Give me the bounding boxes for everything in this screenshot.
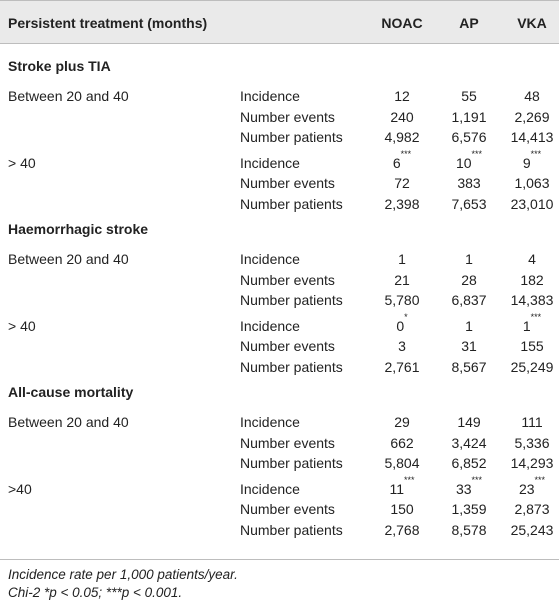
cell-ap-value: 6,837 [451, 292, 487, 308]
cell-ap-value: 31 [461, 338, 477, 354]
metric-label: Incidence [240, 317, 300, 334]
cell-vka-value: 5,336 [514, 434, 550, 451]
cell-noac [367, 148, 437, 171]
cell-ap [434, 414, 504, 430]
cell-vka-value: 4 [528, 251, 536, 267]
metric-label: Number events [240, 175, 335, 191]
cell-vka [497, 109, 559, 125]
cell-vka-value: 23 [518, 480, 535, 497]
cell-noac [367, 455, 437, 471]
cell-vka [497, 414, 559, 430]
cell-noac-value: 4,982 [384, 129, 420, 145]
metric-label: Number events [240, 434, 335, 451]
cell-vka-value: 14,413 [510, 129, 554, 145]
cell-ap-significance: *** [471, 474, 483, 485]
cell-vka-value: 23,010 [510, 195, 554, 212]
cell-noac-significance: *** [404, 474, 415, 485]
cell-vka-significance: *** [530, 148, 542, 159]
cell-vka-value: 25,243 [510, 521, 554, 538]
metric-label: Incidence [240, 88, 300, 104]
header-vka: VKA [517, 15, 547, 31]
cell-ap [434, 88, 504, 104]
cell-noac [367, 129, 437, 145]
cell-noac-value: 662 [390, 434, 414, 451]
header-treatment: Persistent treatment (months) [8, 15, 208, 31]
cell-noac-value: 5,780 [384, 292, 420, 308]
cell-vka [497, 272, 559, 288]
metric-label: Number patients [240, 358, 343, 375]
cell-vka [497, 129, 559, 145]
metric-label: Number events [240, 338, 335, 354]
cell-noac [367, 88, 437, 104]
cell-noac [367, 196, 437, 212]
bottom-rule [0, 559, 559, 560]
cell-vka [497, 88, 559, 104]
metric-label: Number events [240, 271, 335, 288]
cell-vka-value: 2,269 [514, 108, 550, 125]
table-header [0, 0, 559, 44]
cell-ap [434, 196, 504, 212]
cell-vka-value: 1 [522, 317, 531, 334]
cell-ap [434, 148, 504, 171]
section-title: All-cause mortality [8, 384, 134, 400]
cell-ap-value: 1,191 [451, 108, 487, 125]
cell-ap [434, 338, 504, 354]
cell-noac [367, 414, 437, 430]
cell-ap-value: 10 [455, 154, 472, 171]
metric-label: Number events [240, 501, 335, 517]
cell-ap-value: 149 [457, 414, 481, 430]
cell-ap [434, 435, 504, 451]
metric-label: Number events [240, 108, 335, 125]
section-title: Stroke plus TIA [8, 58, 111, 74]
cell-vka [497, 292, 559, 308]
metric-label: Number patients [240, 292, 343, 308]
cell-ap [434, 501, 504, 517]
cell-noac [367, 251, 437, 267]
cell-vka [497, 311, 559, 334]
cell-ap-significance: *** [471, 148, 483, 159]
group-label: >40 [8, 480, 32, 497]
cell-noac-value: 12 [394, 88, 410, 104]
cell-ap-value: 3,424 [451, 434, 487, 451]
cell-vka-significance: *** [530, 311, 542, 322]
cell-noac [367, 292, 437, 308]
metric-label: Incidence [240, 480, 300, 497]
cell-ap [434, 474, 504, 497]
cell-vka [497, 196, 559, 212]
cell-ap [434, 251, 504, 267]
cell-ap-value: 1,359 [451, 501, 487, 517]
cell-vka-value: 14,293 [510, 455, 554, 471]
cell-vka [497, 175, 559, 191]
cell-vka [497, 251, 559, 267]
cell-ap-value: 6,576 [451, 129, 487, 145]
cell-noac-value: 21 [394, 271, 410, 288]
cell-vka-value: 48 [524, 88, 540, 104]
metric-label: Incidence [240, 154, 300, 171]
cell-vka [497, 435, 559, 451]
cell-vka [497, 359, 559, 375]
cell-vka [497, 148, 559, 171]
cell-vka [497, 338, 559, 354]
cell-vka [497, 501, 559, 517]
cell-ap [434, 455, 504, 471]
cell-noac-value: 6 [392, 154, 401, 171]
cell-vka-value: 2,873 [514, 501, 550, 517]
cell-noac-value: 5,804 [384, 455, 420, 471]
header-ap: AP [459, 15, 479, 31]
cell-noac-value: 2,761 [384, 358, 420, 375]
cell-vka [497, 474, 559, 497]
cell-noac-significance: * [404, 311, 408, 322]
cell-noac-value: 240 [390, 108, 414, 125]
cell-noac [367, 501, 437, 517]
cell-vka-value: 155 [520, 338, 544, 354]
cell-noac-value: 29 [394, 414, 410, 430]
metric-label: Number patients [240, 521, 343, 538]
cell-vka-value: 1,063 [514, 175, 550, 191]
cell-vka-significance: *** [534, 474, 546, 485]
cell-vka-value: 182 [520, 271, 544, 288]
cell-ap-value: 28 [461, 271, 477, 288]
cell-ap-value: 6,852 [451, 455, 487, 471]
metric-label: Number patients [240, 195, 343, 212]
cell-ap-value: 55 [461, 88, 477, 104]
cell-vka-value: 14,383 [510, 292, 554, 308]
cell-ap-value: 33 [455, 480, 472, 497]
cell-ap [434, 522, 504, 538]
cell-ap-value: 383 [457, 175, 481, 191]
cell-noac [367, 474, 437, 497]
metric-label: Incidence [240, 251, 300, 267]
group-label: > 40 [8, 317, 36, 334]
cell-vka-value: 111 [521, 414, 543, 430]
cell-noac [367, 175, 437, 191]
cell-noac-value: 1 [398, 251, 406, 267]
metric-label: Incidence [240, 414, 300, 430]
cell-noac-value: 150 [390, 501, 414, 517]
cell-vka [497, 522, 559, 538]
cell-noac [367, 109, 437, 125]
cell-noac [367, 359, 437, 375]
cell-noac-value: 11 [389, 480, 405, 497]
metric-label: Number patients [240, 455, 343, 471]
cell-ap [434, 292, 504, 308]
cell-ap [434, 129, 504, 145]
cell-noac-value: 72 [394, 175, 410, 191]
cell-noac-value: 0 [396, 317, 405, 334]
metric-label: Number patients [240, 129, 343, 145]
group-label: > 40 [8, 154, 36, 171]
cell-vka [497, 455, 559, 471]
section-title: Haemorrhagic stroke [8, 221, 149, 237]
cell-ap-value: 8,567 [451, 358, 487, 375]
cell-noac [367, 522, 437, 538]
cell-ap [434, 109, 504, 125]
cell-vka-value: 25,249 [510, 358, 554, 375]
cell-noac-value: 2,768 [384, 521, 420, 538]
cell-noac-value: 3 [398, 338, 406, 354]
cell-noac [367, 435, 437, 451]
cell-noac [367, 311, 437, 334]
cell-ap-value: 8,578 [451, 521, 487, 538]
cell-ap-value: 1 [465, 251, 473, 267]
cell-ap-value: 7,653 [451, 195, 487, 212]
group-label: Between 20 and 40 [8, 251, 129, 267]
cell-noac [367, 338, 437, 354]
footnote-significance: Chi-2 *p < 0.05; ***p < 0.001. [8, 585, 183, 600]
group-label: Between 20 and 40 [8, 88, 129, 104]
cell-noac-significance: *** [400, 148, 412, 159]
group-label: Between 20 and 40 [8, 414, 129, 430]
cell-ap [434, 359, 504, 375]
cell-vka-value: 9 [522, 154, 531, 171]
footnote-incidence: Incidence rate per 1,000 patients/year. [8, 567, 238, 582]
cell-noac-value: 2,398 [384, 195, 420, 212]
cell-ap [434, 318, 504, 334]
cell-ap [434, 272, 504, 288]
cell-ap [434, 175, 504, 191]
header-noac: NOAC [381, 15, 423, 31]
cell-ap-value: 1 [465, 317, 473, 334]
cell-noac [367, 272, 437, 288]
